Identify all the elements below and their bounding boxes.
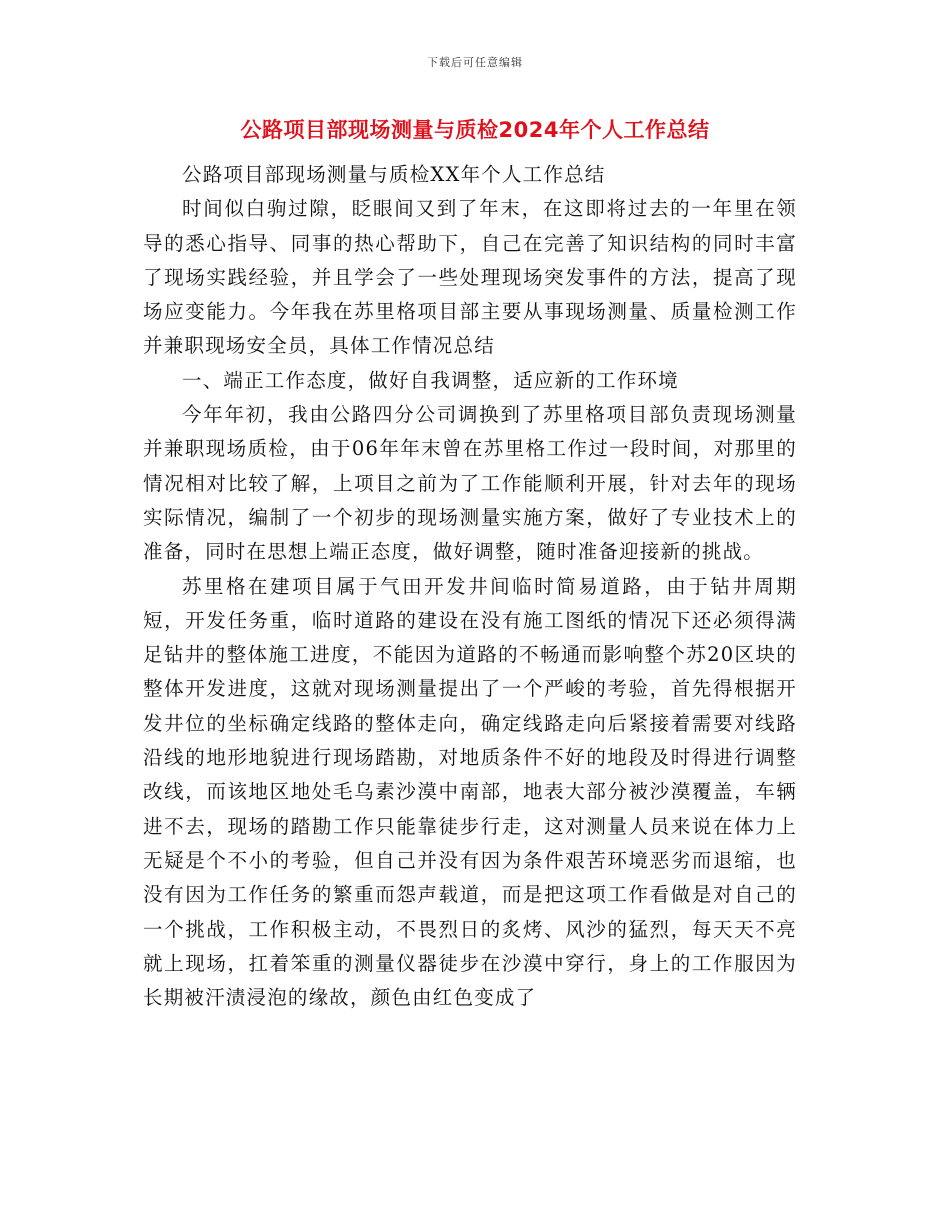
subtitle-paragraph: 公路项目部现场测量与质检XX年个人工作总结 [182, 163, 606, 186]
header-note: 下载后可任意编辑 [427, 56, 523, 69]
body-paragraph: 今年年初，我由公路四分公司调换到了苏里格项目部负责现场测量并兼职现场质检，由于06年年末曾在苏里格工作过一段时间，对那里的情况相对比较了解，上项目之前为了工作能顺利开展，针对去年的现场实际情况，编制了一个初步的现场测量实施方案，做好了专业技术上的准备，同时在思想上端正态度，做好调整，随时准备迎接新的挑战。 [143, 403, 797, 564]
section-heading: 一、端正工作态度，做好自我调整，适应新的工作环境 [182, 368, 679, 392]
intro-paragraph: 时间似白驹过隙，眨眼间又到了年末，在这即将过去的一年里在领导的悉心指导、同事的热心帮助下，自己在完善了知识结构的同时丰富了现场实践经验，并且学会了一些处理现场突发事件的方法，提高了现场应变能力。今年我在苏里格项目部主要从事现场测量、质量检测工作并兼职现场安全员，具体工作情况总结 [143, 197, 797, 358]
body-paragraph: 苏里格在建项目属于气田开发井间临时简易道路，由于钻井周期短，开发任务重，临时道路的建设在没有施工图纸的情况下还必须得满足钻井的整体施工进度，不能因为道路的不畅通而影响整个苏20区块的整体开发进度，这就对现场测量提出了一个严峻的考验，首先得根据开发井位的坐标确定线路的整体走向，确定线路走向后紧接着需要对线路沿线的地形地貌进行现场踏勘，对地质条件不好的地段及时得进行调整改线，而该地区地处毛乌素沙漠中南部，地表大部分被沙漠覆盖，车辆进不去，现场的踏勘工作只能靠徒步行走，这对测量人员来说在体力上无疑是个不小的考验，但自己并没有因为条件艰苦环境恶劣而退缩，也没有因为工作任务的繁重而怨声载道，而是把这项工作看做是对自己的一个挑战，工作积极主动，不畏烈日的炙烤、风沙的猛烈，每天天不亮就上现场，扛着笨重的测量仪器徒步在沙漠中穿行，身上的工作服因为长期被汗渍浸泡的缘故，颜色由红色变成了 [143, 574, 797, 1010]
document-body [143, 158, 797, 1015]
document-title: 公路项目部现场测量与质检2024年个人工作总结 [240, 118, 710, 142]
